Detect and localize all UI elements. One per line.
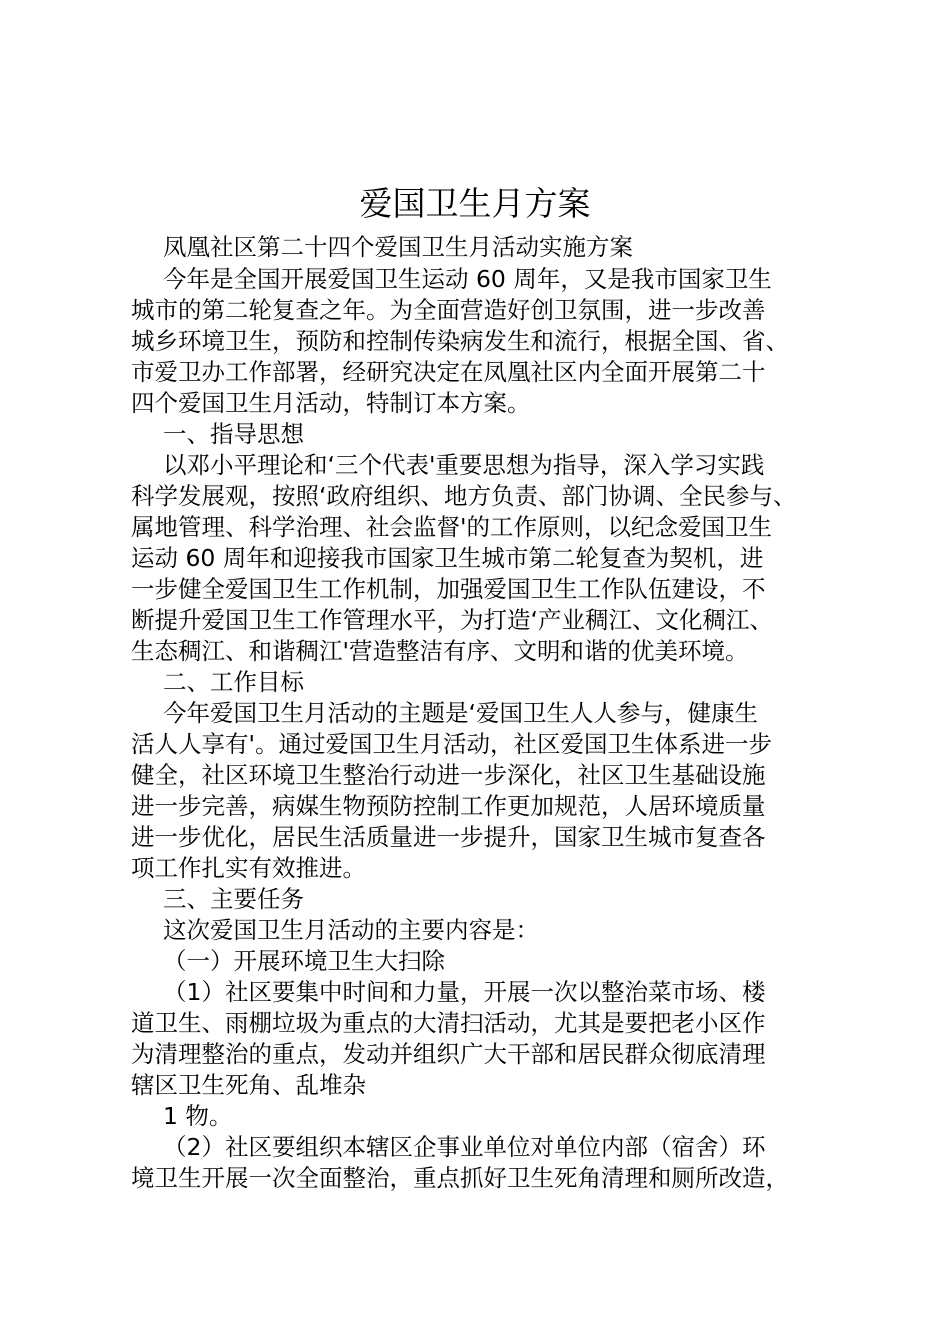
text-line: 科学发展观，按照‘政府组织、地方负责、部门协调、全民参与、	[131, 482, 797, 510]
text-line: 以邓小平理论和‘三个代表'重要思想为指导，深入学习实践	[163, 451, 765, 479]
text-line: 一步健全爱国卫生工作机制，加强爱国卫生工作队伍建设，不	[131, 575, 766, 603]
document-title: 爱国卫生月方案	[359, 184, 591, 223]
text-line: 辖区卫生死角、乱堆杂	[131, 1071, 366, 1099]
text-line: 1 物。	[163, 1102, 233, 1130]
text-line: 生态稠江、和谐稠江'营造整洁有序、文明和谐的优美环境。	[131, 637, 749, 665]
text-line: 健全，社区环境卫生整治行动进一步深化，社区卫生基础设施	[131, 761, 766, 789]
text-line: 道卫生、雨棚垃圾为重点的大清扫活动，尤其是要把老小区作	[131, 1009, 766, 1037]
text-line: 运动 60 周年和迎接我市国家卫生城市第二轮复查为契机，进	[131, 544, 764, 572]
subsection-heading: （一）开展环境卫生大扫除	[163, 947, 445, 975]
text-line: 市爱卫办工作部署，经研究决定在凤凰社区内全面开展第二十	[131, 358, 766, 386]
text-line: 为清理整治的重点，发动并组织广大干部和居民群众彻底清理	[131, 1040, 766, 1068]
text-line: （1）社区要集中时间和力量，开展一次以整治菜市场、楼	[163, 978, 766, 1006]
text-line: 境卫生开展一次全面整治，重点抓好卫生死角清理和厕所改造，	[131, 1164, 789, 1192]
text-line: 这次爱国卫生月活动的主要内容是：	[163, 916, 539, 944]
text-line: 四个爱国卫生月活动，特制订本方案。	[131, 389, 531, 417]
text-line: 凤凰社区第二十四个爱国卫生月活动实施方案	[163, 233, 633, 261]
text-line: 今年是全国开展爱国卫生运动 60 周年，又是我市国家卫生	[163, 265, 772, 293]
text-line: 属地管理、科学治理、社会监督'的工作原则，以纪念爱国卫生	[131, 513, 772, 541]
text-line: 活人人享有'。通过爱国卫生月活动，社区爱国卫生体系进一步	[131, 730, 772, 758]
text-line: 进一步优化，居民生活质量进一步提升，国家卫生城市复查各	[131, 823, 766, 851]
text-line: 城市的第二轮复查之年。为全面营造好创卫氛围，进一步改善	[131, 296, 766, 324]
text-line: 城乡环境卫生，预防和控制传染病发生和流行，根据全国、省、	[131, 327, 789, 355]
text-line: 断提升爱国卫生工作管理水平，为打造‘产业稠江、文化稠江、	[131, 606, 773, 634]
text-line: 项工作扎实有效推进。	[131, 854, 366, 882]
text-line: 今年爱国卫生月活动的主题是‘爱国卫生人人参与，健康生	[163, 699, 758, 727]
text-line: 进一步完善，病媒生物预防控制工作更加规范，人居环境质量	[131, 792, 766, 820]
text-line: （2）社区要组织本辖区企事业单位对单位内部（宿舍）环	[163, 1133, 766, 1161]
section-heading: 三、主要任务	[163, 885, 304, 913]
section-heading: 一、指导思想	[163, 420, 304, 448]
section-heading: 二、工作目标	[163, 668, 304, 696]
